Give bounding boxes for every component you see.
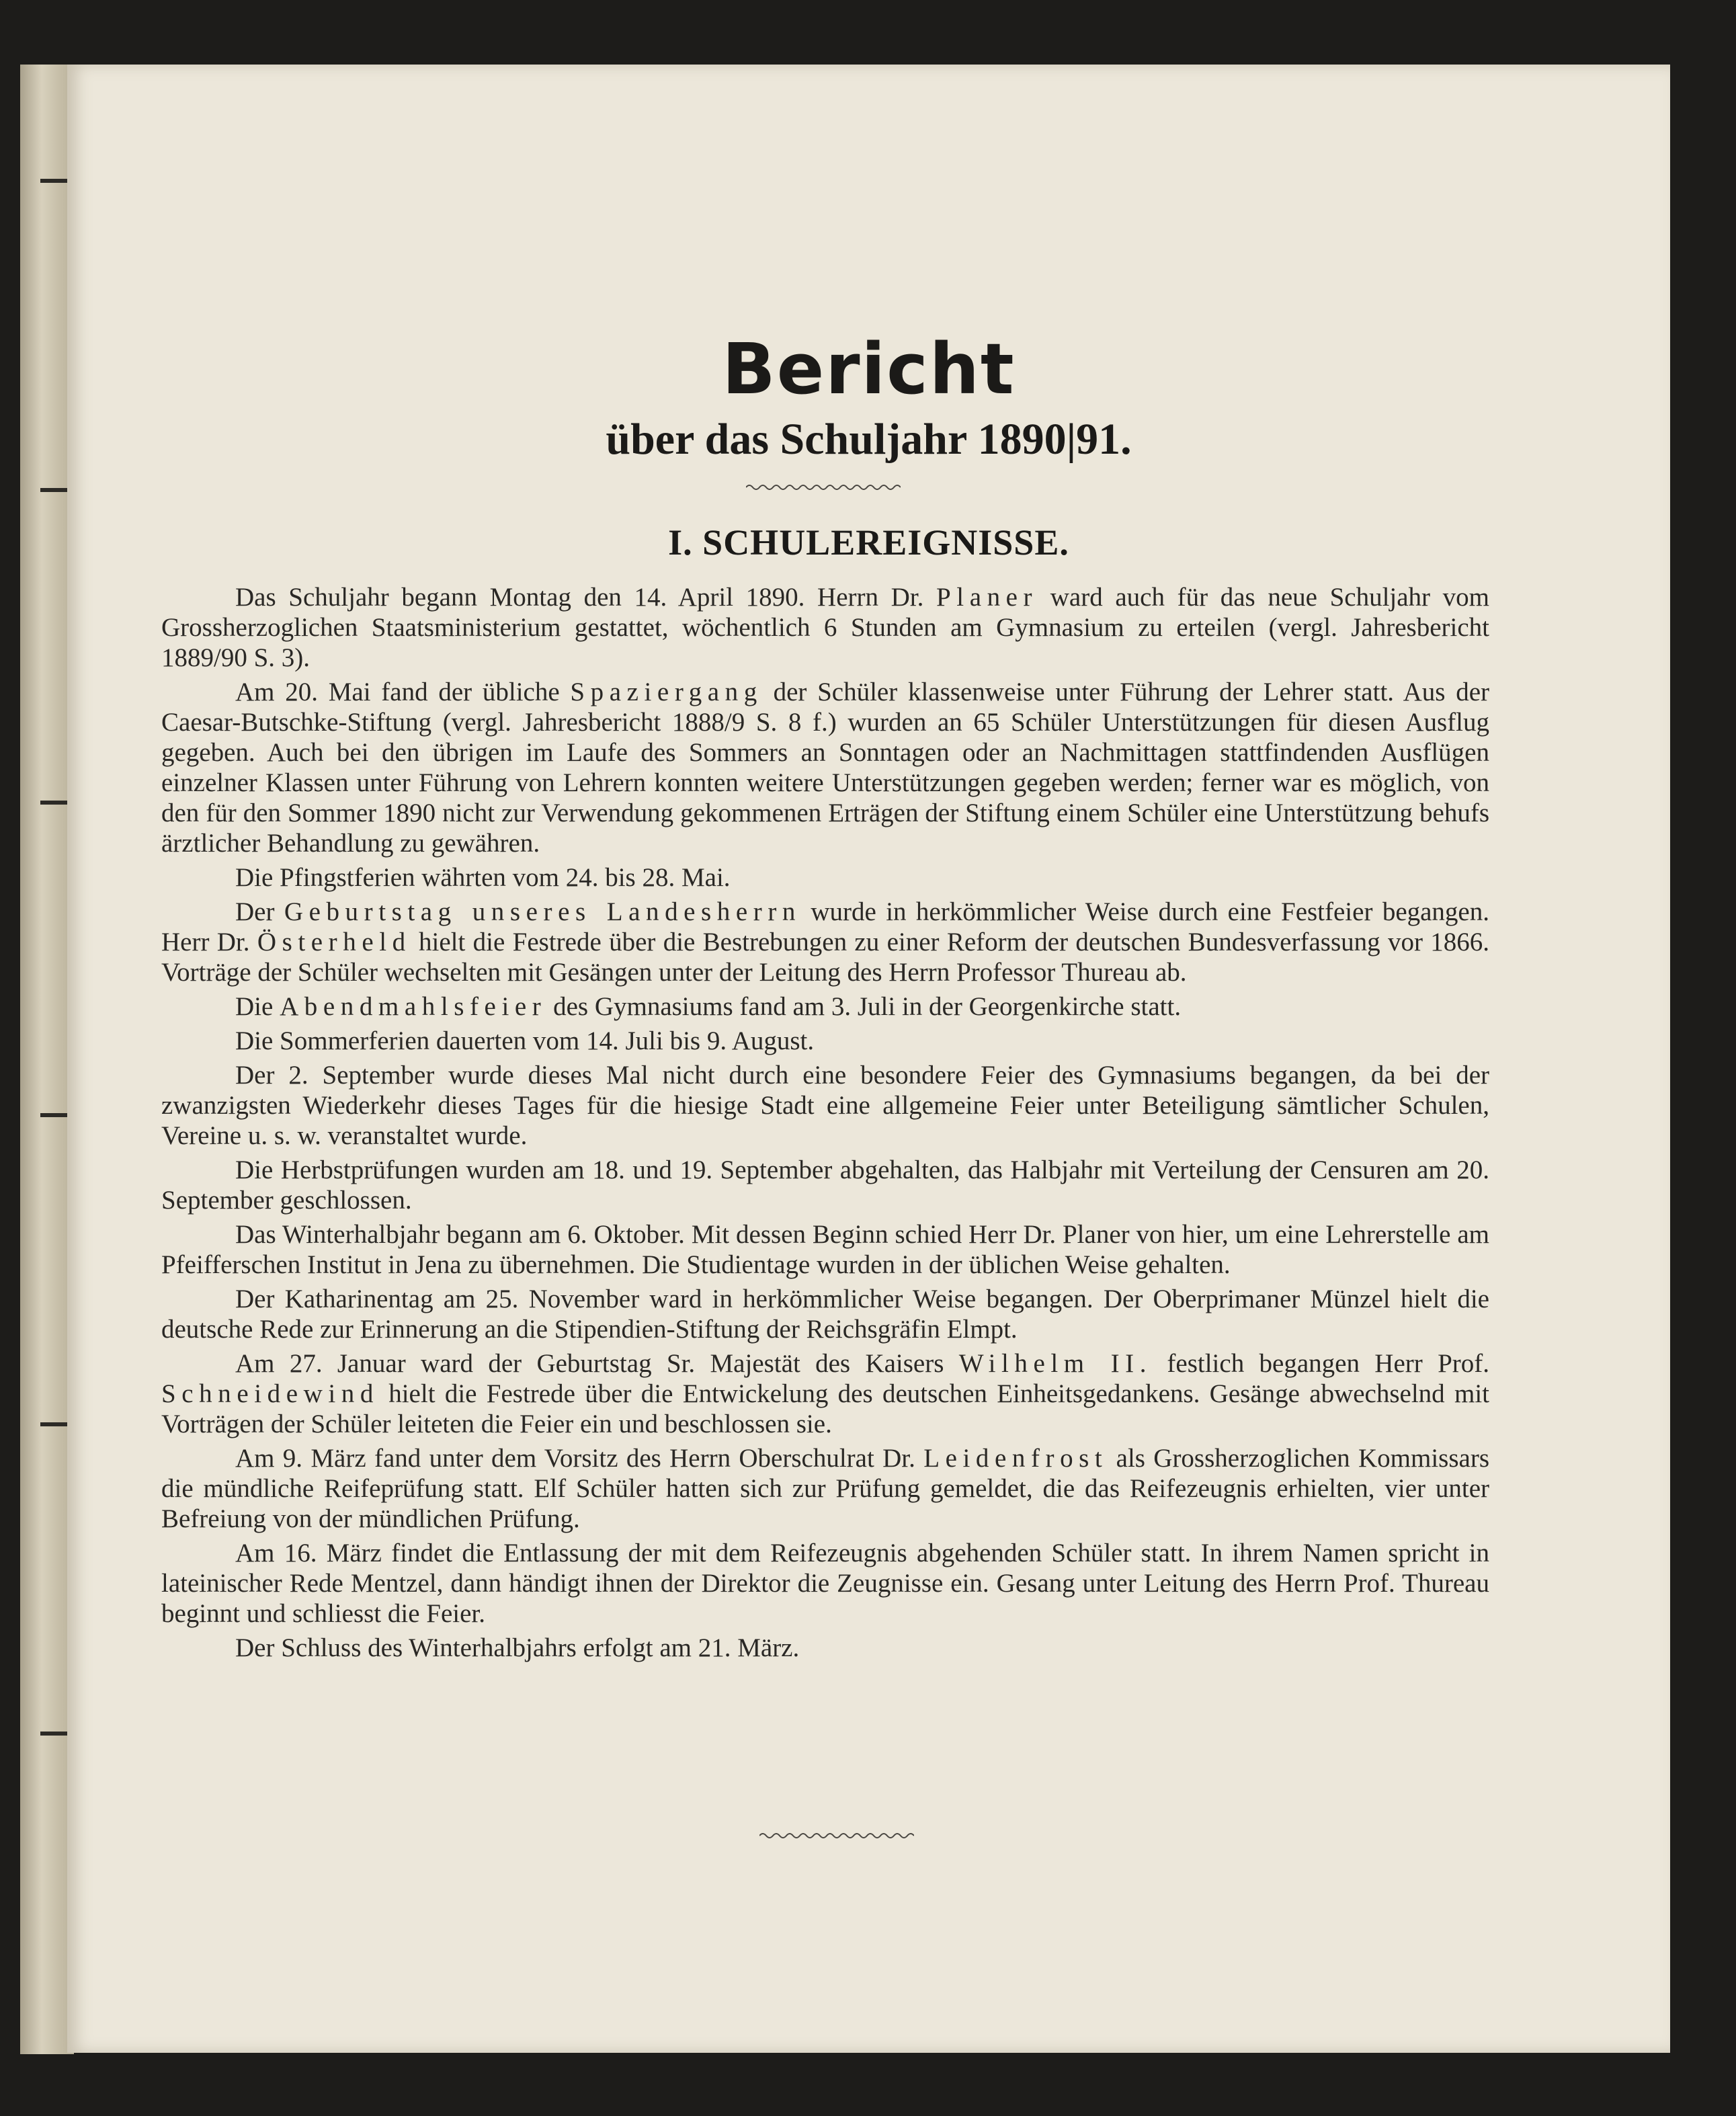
ornament-divider-end: [759, 1831, 914, 1840]
ornament-divider: [746, 483, 901, 492]
text-run: als Grossherzoglichen Kommissars die mündliche Reifeprüfung statt. Elf Schüler hatten sich zur Prüfung gemeldet, die das Reifezeugnis erhielten, vier unter Befreiung von der mündlichen Prüfung.: [161, 1444, 1489, 1533]
text-run: Der Katharinentag am 25. November ward in herkömmlicher Weise begangen. Der Oberprimaner Münzel hielt die deutsche Rede zur Erinnerung an die Stipendien-Stiftung der Reichsgräfin Elmpt.: [161, 1285, 1489, 1344]
text-run: Die Pfingstferien währten vom 24. bis 28. Mai.: [235, 863, 731, 892]
page-edge-mark: [40, 1422, 70, 1426]
body-paragraph: [161, 582, 1489, 673]
spaced-emphasis: Planer: [936, 583, 1038, 612]
body-paragraph: [161, 1219, 1489, 1280]
text-run: wurde in herkömmlicher Weise durch eine Festfeier begangen. Herr Dr.: [161, 897, 1489, 957]
text-run: Das Winterhalbjahr begann am 6. Oktober. Mit dessen Beginn schied Herr Dr. Planer von hier, um eine Lehrerstelle am Pfeifferschen Institut in Jena zu übernehmen. Die Studientage wurden in der üblichen Weise gehalten.: [161, 1220, 1489, 1279]
text-run: Das Schuljahr begann Montag den 14. April 1890. Herrn Dr.: [235, 583, 937, 612]
text-run: hielt die Festrede über die Bestrebungen zu einer Reform der deutschen Bundesverfassung vor 1866. Vorträge der Schüler wechselten mit Gesängen unter der Leitung des Herrn Professor Thureau ab.: [161, 928, 1490, 987]
spaced-emphasis: Leidenfrost: [923, 1444, 1108, 1473]
body-paragraph: [161, 1538, 1489, 1629]
page-title: Bericht: [722, 328, 1016, 410]
section-heading: I. SCHULEREIGNISSE.: [668, 522, 1069, 563]
body-paragraph: [161, 897, 1489, 987]
text-run: hielt die Festrede über die Entwickelung des deutschen Einheitsgedankens. Gesänge abwechselnd mit Vorträgen der Schüler leiteten die Feier ein und beschlossen sie.: [161, 1379, 1489, 1438]
text-run: Am 9. März fand unter dem Vorsitz des Herrn Oberschulrat Dr.: [235, 1444, 924, 1473]
text-run: des Gymnasiums fand am 3. Juli in der Georgenkirche statt.: [546, 992, 1182, 1021]
text-run: Am 27. Januar ward der Geburtstag Sr. Majestät des Kaisers: [235, 1349, 959, 1378]
body-paragraph: [161, 1284, 1489, 1344]
spaced-emphasis: Spaziergang: [570, 678, 763, 706]
page-edge-mark: [40, 1732, 70, 1736]
text-run: Der Schluss des Winterhalbjahrs erfolgt am 21. März.: [235, 1633, 800, 1662]
page-edge-stack: [20, 65, 74, 2054]
body-paragraph: [161, 862, 1489, 893]
body-paragraph: [161, 1443, 1489, 1534]
body-paragraph: [161, 1155, 1489, 1215]
text-run: Am 20. Mai fand der übliche: [235, 678, 571, 706]
text-run: Der 2. September wurde dieses Mal nicht durch eine besondere Feier des Gymnasiums begangen, da bei der zwanzigsten Wiederkehr dieses Tages für die hiesige Stadt eine allgemeine Feier unter Beteiligung sämtlicher Schulen, Vereine u. s. w. veranstaltet wurde.: [161, 1061, 1489, 1150]
text-run: Die: [235, 992, 280, 1021]
body-paragraph: [161, 1348, 1489, 1439]
spaced-emphasis: Österheld: [257, 928, 411, 957]
spaced-emphasis: Schneidewind: [161, 1379, 379, 1408]
text-run: Die Sommerferien dauerten vom 14. Juli bis 9. August.: [235, 1026, 815, 1055]
text-run: ward auch für das neue Schuljahr vom Grossherzoglichen Staatsministerium gestattet, wöchentlich 6 Stunden am Gymnasium zu erteilen (vergl. Jahresbericht 1889/90 S. 3).: [161, 583, 1489, 672]
spaced-emphasis: Wilhelm II.: [958, 1349, 1153, 1378]
body-paragraph: [161, 991, 1489, 1022]
document-page: [67, 65, 1670, 2053]
page-edge-mark: [40, 1113, 70, 1117]
spaced-emphasis: Abendmahlsfeier: [280, 992, 547, 1021]
page-edge-mark: [40, 179, 70, 183]
text-run: Der: [235, 897, 284, 926]
body-text: [161, 582, 1489, 1667]
text-run: festlich begangen Herr Prof.: [1152, 1349, 1489, 1378]
body-paragraph: [161, 1060, 1489, 1151]
page-edge-mark: [40, 488, 70, 492]
text-run: Die Herbstprüfungen wurden am 18. und 19. September abgehalten, das Halbjahr mit Verteilung der Censuren am 20. September geschlossen.: [161, 1155, 1489, 1215]
page-edge-mark: [40, 801, 70, 805]
body-paragraph: [161, 1026, 1489, 1056]
page-subtitle: über das Schuljahr 1890|91.: [606, 415, 1132, 464]
spaced-emphasis: Geburtstag unseres Landesherrn: [284, 897, 801, 926]
text-run: der Schüler klassenweise unter Führung der Lehrer statt. Aus der Caesar-Butschke-Stiftung (vergl. Jahresbericht 1888/9 S. 8 f.) wurden an 65 Schüler Unterstützungen für diesen Ausflug gegeben. Auch bei den übrigen im Laufe des Sommers an Sonntagen oder an Nachmittagen stattfindenden Ausflügen einzelner Klassen unter Führung von Lehrern konnten weitere Unterstützungen gegeben werden; ferner war es möglich, von den für den Sommer 1890 nicht zur Verwendung gekommenen Erträgen der Stiftung einem Schüler eine Unterstützung behufs ärztlicher Behandlung zu gewähren.: [161, 678, 1489, 858]
text-run: Am 16. März findet die Entlassung der mit dem Reifezeugnis abgehenden Schüler statt. In ihrem Namen spricht in lateinischer Rede Mentzel, dann händigt ihnen der Direktor die Zeugnisse ein. Gesang unter Leitung des Herrn Prof. Thureau beginnt und schliesst die Feier.: [161, 1539, 1489, 1628]
body-paragraph: [161, 677, 1489, 858]
body-paragraph: [161, 1633, 1489, 1663]
